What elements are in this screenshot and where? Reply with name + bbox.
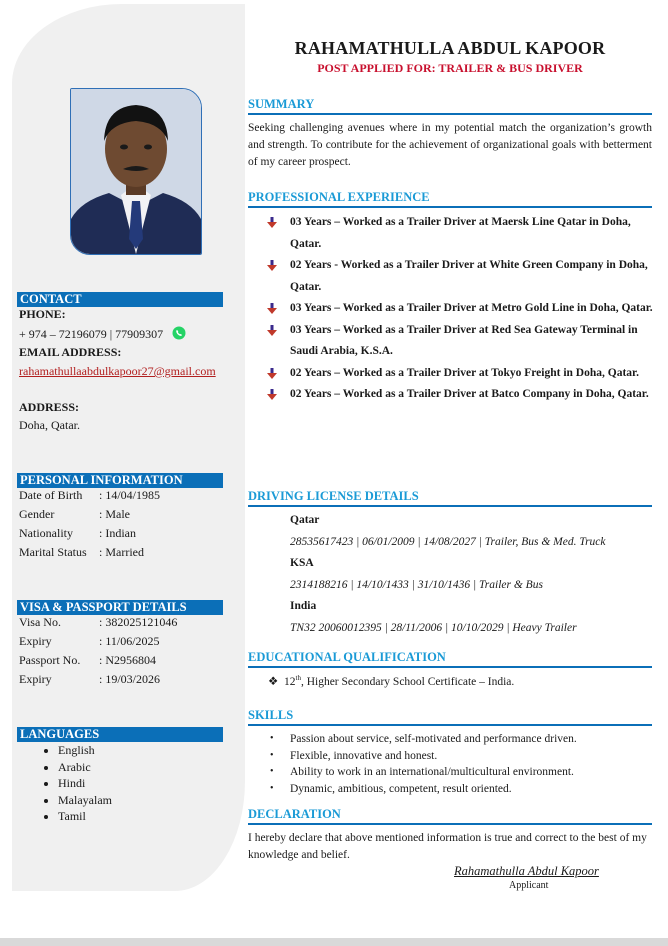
experience-item: [266, 384, 656, 406]
languages-heading: LANGUAGES: [17, 727, 223, 742]
email-label: EMAIL ADDRESS:: [19, 345, 122, 359]
visa-row: [19, 651, 177, 670]
license-list: [290, 510, 650, 639]
personal-key: Marital Status: [19, 545, 87, 559]
visa-value: : 11/06/2025: [99, 634, 160, 648]
visa-value: : 19/03/2026: [99, 672, 161, 686]
skills-heading: SKILLS: [248, 708, 652, 726]
license-country: KSA: [290, 557, 314, 569]
visa-heading: VISA & PASSPORT DETAILS: [17, 600, 223, 615]
experience-text: 03 Years – Worked as a Trailer Driver at Maersk Line Qatar in Doha, Qatar.: [290, 216, 631, 250]
language-item: • Tamil: [58, 808, 112, 825]
personal-info-list: [19, 486, 160, 562]
personal-row: [19, 486, 160, 505]
visa-key: Expiry: [19, 672, 52, 686]
profile-photo: [70, 88, 202, 255]
declaration-text: I hereby declare that above mentioned information is true and correct to the best of my knowledge and belief.: [248, 832, 647, 861]
skill-item: • Dynamic, ambitious, competent, result oriented.: [270, 781, 577, 798]
personal-row: [19, 505, 160, 524]
visa-row: [19, 670, 177, 689]
experience-text: 02 Years - Worked as a Trailer Driver at White Green Company in Doha, Qatar.: [290, 259, 648, 293]
visa-key: Passport No.: [19, 653, 81, 667]
license-country: India: [290, 600, 317, 612]
license-country: Qatar: [290, 514, 320, 526]
experience-item: [266, 320, 656, 363]
arrow-down-bullet-icon: [266, 216, 278, 238]
phone-row: [19, 326, 186, 344]
visa-key: Expiry: [19, 634, 52, 648]
signature-role: Applicant: [509, 880, 549, 891]
personal-key: Nationality: [19, 526, 73, 540]
language-item: • Hindi: [58, 775, 112, 792]
personal-row: [19, 543, 160, 562]
skills-list: [270, 731, 577, 797]
portrait-image: [71, 89, 201, 254]
language-item: • English: [58, 742, 112, 759]
experience-heading: PROFESSIONAL EXPERIENCE: [248, 190, 652, 208]
license-detail: TN32 20060012395 | 28/11/2006 | 10/10/2029 | Heavy Trailer: [290, 621, 577, 634]
arrow-down-bullet-icon: [266, 324, 278, 346]
education-grade: 12: [284, 676, 296, 688]
visa-key: Visa No.: [19, 615, 61, 629]
address-value: Doha, Qatar.: [19, 418, 80, 432]
contact-heading: CONTACT: [17, 292, 223, 307]
visa-row: [19, 613, 177, 632]
experience-item: [266, 298, 656, 320]
applicant-name: RAHAMATHULLA ABDUL KAPOOR: [294, 38, 606, 58]
language-item: • Malayalam: [58, 792, 112, 809]
personal-value: : Male: [99, 507, 130, 521]
skill-item: • Passion about service, self-motivated and performance driven.: [270, 731, 577, 748]
visa-value: : N2956804: [99, 653, 156, 667]
experience-text: 02 Years – Worked as a Trailer Driver at Tokyo Freight in Doha, Qatar.: [290, 366, 639, 379]
personal-value: : Indian: [99, 526, 136, 540]
personal-key: Date of Birth: [19, 488, 83, 502]
language-item: • Arabic: [58, 759, 112, 776]
arrow-down-bullet-icon: [266, 259, 278, 281]
experience-item: [266, 363, 656, 385]
experience-text: 03 Years – Worked as a Trailer Driver at Metro Gold Line in Doha, Qatar.: [290, 302, 653, 314]
education-heading: EDUCATIONAL QUALIFICATION: [248, 650, 652, 668]
personal-value: : Married: [99, 545, 144, 559]
visa-row: [19, 632, 177, 651]
phone-label: PHONE:: [19, 307, 66, 321]
personal-row: [19, 524, 160, 543]
experience-text: 03 Years – Worked as a Trailer Driver at Red Sea Gateway Terminal in Saudi Arabia, K.S.A.: [290, 323, 638, 357]
license-detail: 28535617423 | 06/01/2009 | 14/08/2027 | Trailer, Bus & Med. Truck: [290, 535, 606, 548]
arrow-down-bullet-icon: [266, 388, 278, 410]
personal-heading: PERSONAL INFORMATION: [17, 473, 223, 488]
visa-value: : 382025121046: [99, 615, 178, 629]
license-heading: DRIVING LICENSE DETAILS: [248, 489, 652, 507]
license-detail: 2314188216 | 14/10/1433 | 31/10/1436 | Trailer & Bus: [290, 578, 543, 591]
languages-list: [40, 742, 112, 825]
experience-item: [266, 212, 656, 255]
post-applied: POST APPLIED FOR: TRAILER & BUS DRIVER: [317, 61, 583, 75]
education-text: , Higher Secondary School Certificate – India.: [300, 676, 515, 688]
experience-item: [266, 255, 656, 298]
skill-item: • Ability to work in an international/multicultural environment.: [270, 764, 577, 781]
education-item: [268, 674, 514, 688]
visa-info-list: [19, 613, 177, 689]
personal-key: Gender: [19, 507, 55, 521]
summary-heading: SUMMARY: [248, 97, 652, 115]
phone-value: + 974 – 72196079 | 77909307: [19, 327, 164, 341]
skill-item: • Flexible, innovative and honest.: [270, 748, 577, 765]
summary-text: Seeking challenging avenues where in my potential match the organization’s growth and strength. To contribute for the achievement of organizational goals with betterment of my career prospect.: [248, 122, 652, 168]
email-link[interactable]: rahamathullaabdulkapoor27@gmail.com: [19, 364, 216, 378]
page-bottom-edge: [0, 938, 668, 946]
declaration-heading: DECLARATION: [248, 807, 652, 825]
signature: Rahamathulla Abdul Kapoor: [454, 864, 599, 878]
whatsapp-icon: [172, 326, 186, 344]
diamond-bullet-icon: ❖: [268, 676, 279, 688]
education-grade-suffix: th: [295, 674, 301, 683]
personal-value: : 14/04/1985: [99, 488, 161, 502]
address-label: ADDRESS:: [19, 400, 80, 414]
experience-text: 02 Years – Worked as a Trailer Driver at Batco Company in Doha, Qatar.: [290, 388, 649, 400]
experience-list: [266, 212, 656, 406]
